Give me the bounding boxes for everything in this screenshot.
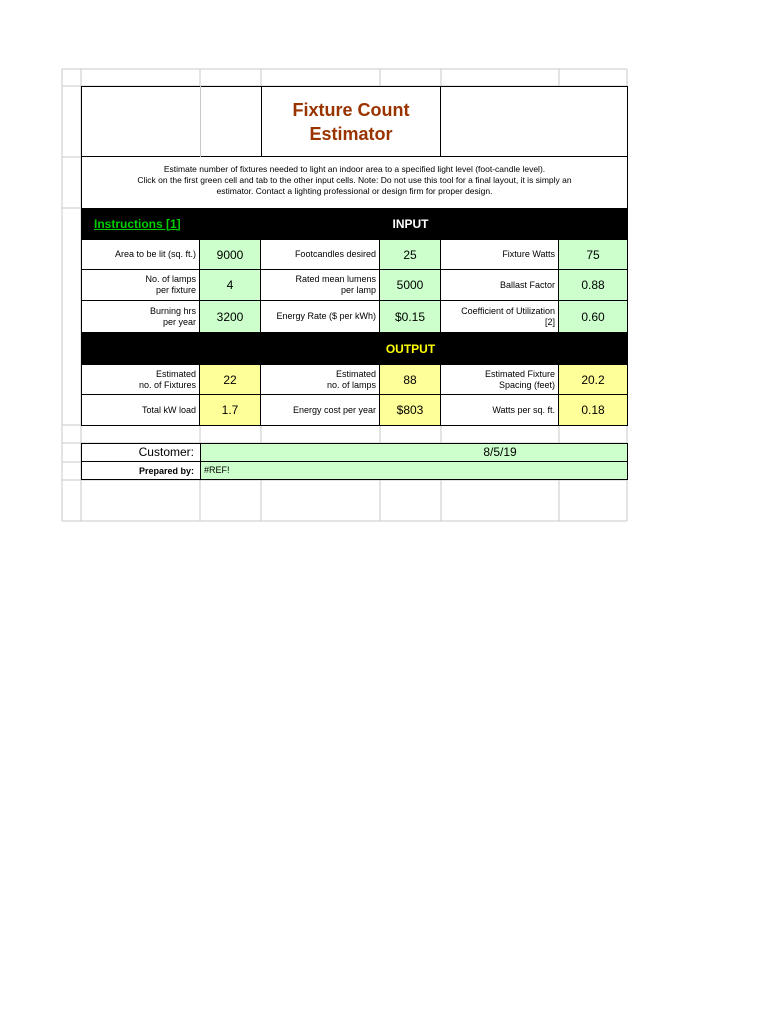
lamps-per-fixture-label-line2: per fixture bbox=[155, 285, 196, 295]
lamps-per-fixture-label bbox=[81, 270, 200, 301]
est-fixtures-label-line2: no. of Fixtures bbox=[138, 379, 196, 390]
cu-label-line1: Coefficient of Utilization bbox=[461, 305, 555, 316]
output-header: OUTPUT bbox=[385, 341, 436, 356]
est-lamps-value: 88 bbox=[380, 364, 441, 395]
title-block-right bbox=[441, 86, 628, 157]
energy-cost-value: $803 bbox=[380, 395, 441, 426]
area-input[interactable]: 9000 bbox=[200, 239, 261, 270]
burning-hours-input[interactable]: 3200 bbox=[200, 301, 261, 333]
description-line3: estimator. Contact a lighting professional or design firm for proper design. bbox=[216, 186, 493, 196]
customer-label: Customer: bbox=[81, 443, 200, 462]
footcandles-input[interactable]: 25 bbox=[380, 239, 441, 270]
spacing-label bbox=[441, 364, 559, 395]
description-line1: Estimate number of fixtures needed to light an indoor area to a specified light level (foot-candle level). bbox=[163, 164, 546, 174]
kw-load-label: Total kW load bbox=[81, 395, 200, 426]
watts-sqft-label: Watts per sq. ft. bbox=[441, 395, 559, 426]
spacing-label-line1: Estimated Fixture bbox=[484, 368, 555, 379]
fixture-watts-label: Fixture Watts bbox=[441, 239, 559, 270]
date-value: 8/5/19 bbox=[483, 445, 517, 459]
lamps-per-fixture-label-line1: No. of lamps bbox=[145, 274, 196, 284]
area-label: Area to be lit (sq. ft.) bbox=[81, 239, 200, 270]
page-title-line2: Estimator bbox=[309, 123, 393, 144]
est-lamps-label bbox=[261, 364, 380, 395]
burning-hours-label bbox=[81, 301, 200, 333]
cu-input[interactable]: 0.60 bbox=[559, 301, 628, 333]
lumens-label bbox=[261, 270, 380, 301]
fixture-watts-input[interactable]: 75 bbox=[559, 239, 628, 270]
cu-label bbox=[441, 301, 559, 333]
energy-cost-label: Energy cost per year bbox=[261, 395, 380, 426]
est-fixtures-value: 22 bbox=[200, 364, 261, 395]
watts-sqft-value: 0.18 bbox=[559, 395, 628, 426]
cu-label-line2: [2] bbox=[544, 316, 555, 327]
output-header-bar bbox=[81, 333, 628, 364]
page-title-line1: Fixture Count bbox=[292, 99, 410, 120]
spacing-label-line2: Spacing (feet) bbox=[498, 379, 555, 390]
customer-input[interactable] bbox=[200, 443, 628, 462]
est-lamps-label-line1: Estimated bbox=[335, 368, 376, 379]
est-fixtures-label bbox=[81, 364, 200, 395]
prepared-by-input[interactable]: #REF! bbox=[200, 462, 628, 480]
lamps-per-fixture-input[interactable]: 4 bbox=[200, 270, 261, 301]
ballast-label: Ballast Factor bbox=[441, 270, 559, 301]
spacing-value: 20.2 bbox=[559, 364, 628, 395]
title-block-left bbox=[81, 86, 262, 157]
lumens-label-line2: per lamp bbox=[340, 285, 376, 295]
lumens-input[interactable]: 5000 bbox=[380, 270, 441, 301]
input-header: INPUT bbox=[392, 216, 429, 231]
burning-hours-label-line2: per year bbox=[162, 316, 196, 327]
kw-load-value: 1.7 bbox=[200, 395, 261, 426]
burning-hours-label-line1: Burning hrs bbox=[149, 305, 196, 316]
footcandles-label: Footcandles desired bbox=[261, 239, 380, 270]
prepared-by-label: Prepared by: bbox=[81, 462, 200, 480]
instructions-link[interactable]: Instructions [1] bbox=[94, 216, 181, 231]
title-block-divider bbox=[200, 86, 201, 157]
est-lamps-label-line2: no. of lamps bbox=[326, 379, 376, 390]
est-fixtures-label-line1: Estimated bbox=[155, 368, 196, 379]
lumens-label-line1: Rated mean lumens bbox=[295, 274, 376, 284]
description bbox=[81, 157, 628, 208]
energy-rate-input[interactable]: $0.15 bbox=[380, 301, 441, 333]
ballast-input[interactable]: 0.88 bbox=[559, 270, 628, 301]
description-line2: Click on the first green cell and tab to the other input cells. Note: Do not use this tool for a final layout, it is simply an bbox=[137, 175, 572, 185]
energy-rate-label: Energy Rate ($ per kWh) bbox=[261, 301, 380, 333]
bottom-border bbox=[81, 479, 200, 480]
page-title bbox=[261, 86, 441, 157]
